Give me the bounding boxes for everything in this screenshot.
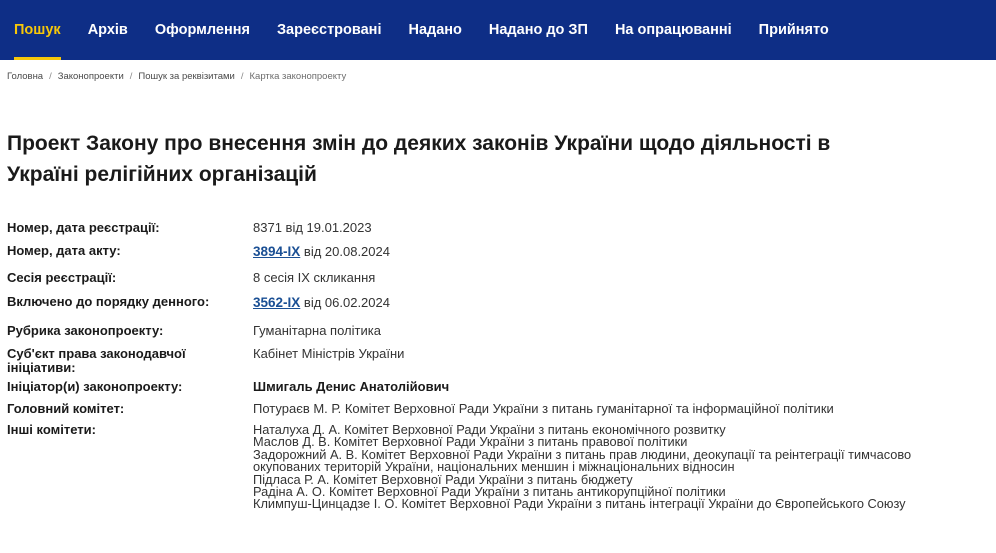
committee-line: Климпуш-Цинцадзе І. О. Комітет Верховної Ради України з питань інтеграції України до Європейського Союзу: [253, 496, 906, 512]
field-label: Ініціатор(и) законопроекту:: [7, 379, 183, 394]
field-main-committee: [0, 401, 996, 421]
committee-line: Радіна А. О. Комітет Верховної Ради України з питань антикорупційної політики: [253, 484, 726, 500]
nav-item-archive[interactable]: Архів: [87, 22, 128, 38]
field-rubric: [0, 321, 996, 345]
committee-line: Наталуха Д. А. Комітет Верховної Ради України з питань економічного розвитку: [253, 422, 726, 437]
field-label: Інші комітети:: [7, 422, 96, 437]
breadcrumb-separator: /: [240, 71, 244, 82]
field-label: Головний комітет:: [7, 401, 125, 416]
page-title: Проект Закону про внесення змін до деяких законів України щодо діяльності в Україні релігійних організацій: [7, 132, 831, 186]
breadcrumb-bills[interactable]: Законопроекти: [57, 71, 124, 82]
field-value: [253, 421, 996, 511]
nav-item-in-processing[interactable]: На опрацюванні: [614, 22, 732, 38]
committee-line: окупованих територій України, національних меншин і міжнаціональних відносин: [253, 459, 735, 475]
field-value: Кабінет Міністрів України: [253, 346, 405, 361]
committee-line: Маслов Д. В. Комітет Верховної Ради України з питань правової політики: [253, 434, 688, 450]
field-value: 8 сесія IX скликання: [253, 270, 376, 285]
field-label: Сесія реєстрації:: [7, 270, 117, 285]
field-act-number: [0, 244, 996, 270]
field-session: [0, 270, 996, 295]
field-value: [253, 295, 996, 321]
field-label: Номер, дата реєстрації:: [7, 220, 160, 235]
field-label: Рубрика законопроекту:: [7, 323, 164, 338]
top-navigation: [0, 0, 996, 60]
field-subject: [0, 345, 996, 379]
field-value: Шмигаль Денис Анатолійович: [253, 379, 450, 394]
field-reg-number: [0, 221, 996, 244]
agenda-date: від 06.02.2024: [303, 295, 390, 310]
field-value: [253, 244, 996, 270]
nav-item-submitted-to-zp[interactable]: Надано до ЗП: [488, 22, 588, 38]
field-other-committees: [0, 421, 996, 511]
nav-item-drafting[interactable]: Оформлення: [154, 22, 250, 38]
field-label: [0, 345, 253, 379]
nav-item-adopted[interactable]: Прийнято: [758, 22, 829, 38]
breadcrumb: [0, 60, 996, 82]
breadcrumb-current-page: Картка законопроекту: [249, 71, 347, 82]
field-label: Включено до порядку денного:: [7, 294, 210, 309]
committee-line: Задорожний А. В. Комітет Верховної Ради України з питань прав людини, деокупації та реінтеграції тимчасово: [253, 446, 912, 462]
breadcrumb-separator: /: [49, 71, 52, 82]
field-label-line: ініціативи:: [7, 360, 76, 375]
committee-line: Підласа Р. А. Комітет Верховної Ради України з питань бюджету: [253, 471, 633, 487]
field-agenda: [0, 295, 996, 321]
act-number-link[interactable]: 3894-IX: [253, 244, 301, 259]
nav-item-search[interactable]: Пошук: [14, 0, 61, 60]
field-value: Гуманітарна політика: [253, 323, 381, 338]
act-date: від 20.08.2024: [303, 244, 390, 259]
field-initiator: [0, 379, 996, 401]
breadcrumb-search-by-details[interactable]: Пошук за реквізитами: [138, 71, 235, 82]
breadcrumb-separator: /: [129, 71, 133, 82]
nav-item-submitted[interactable]: Надано: [408, 22, 462, 38]
breadcrumb-home[interactable]: Головна: [7, 71, 44, 82]
agenda-number-link[interactable]: 3562-IX: [253, 295, 301, 310]
field-value: Потураєв М. Р. Комітет Верховної Ради України з питань гуманітарної та інформаційної політики: [253, 401, 834, 416]
field-label: Номер, дата акту:: [7, 243, 121, 258]
field-label-line: Суб'єкт права законодавчої: [7, 346, 186, 361]
field-value: 8371 від 19.01.2023: [253, 220, 372, 235]
nav-item-registered[interactable]: Зареєстровані: [276, 22, 382, 38]
bill-details: [0, 221, 996, 511]
